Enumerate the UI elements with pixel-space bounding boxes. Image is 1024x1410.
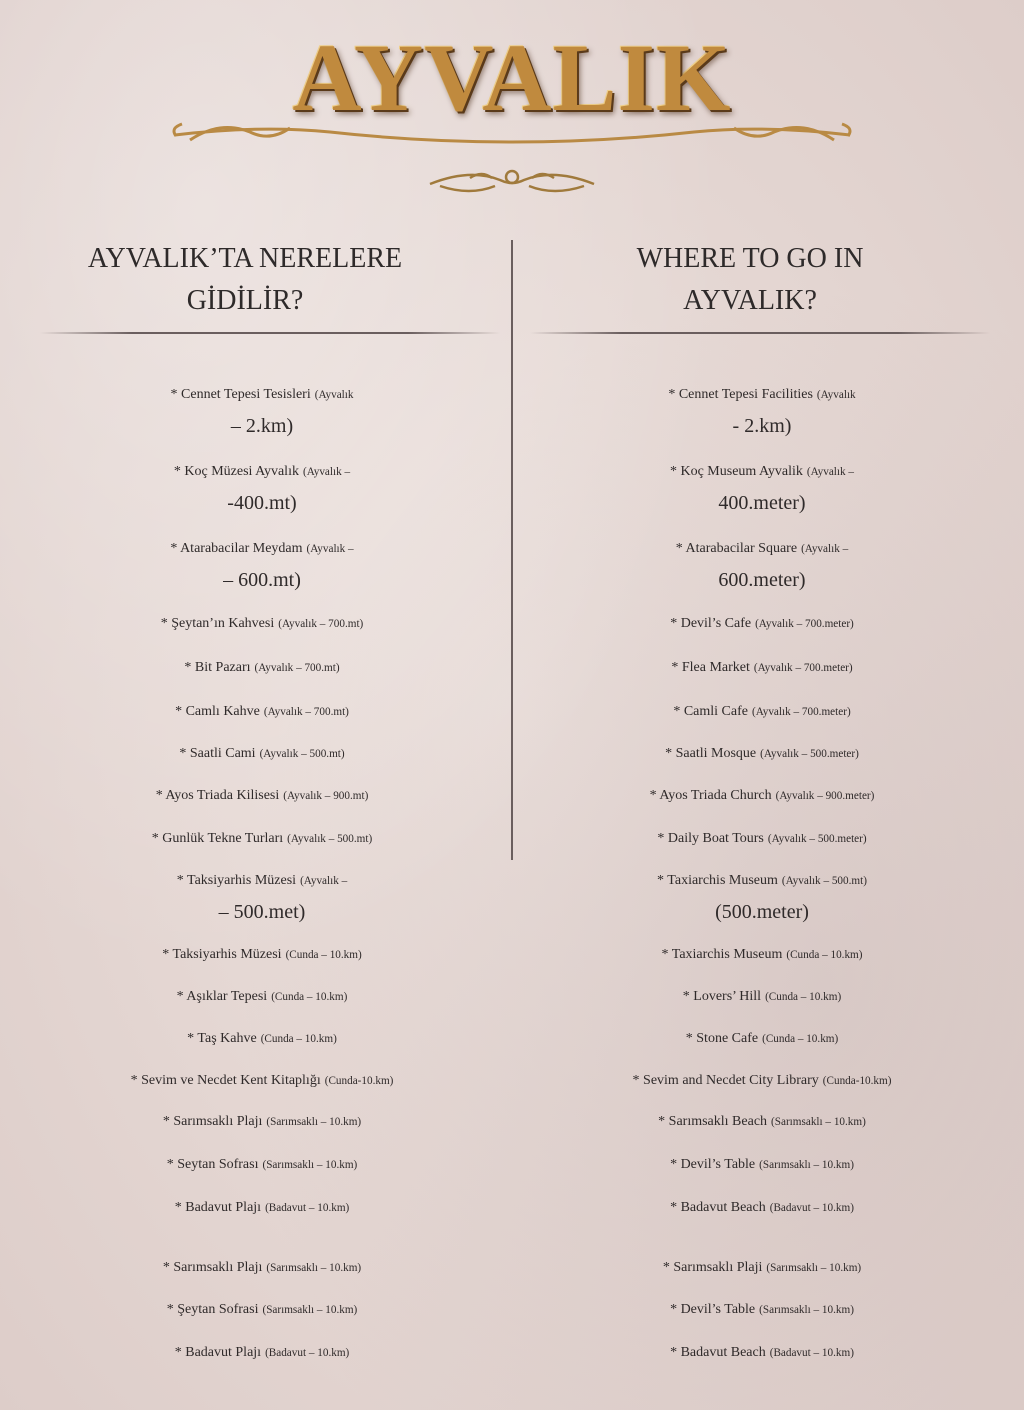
place-distance: (Sarımsaklı – 10.km) [262,1304,358,1316]
right-place-entry [512,864,1012,927]
place-distance-continued: – 500.met) [218,901,306,923]
left-place-entry [12,779,512,812]
left-place-entry [12,864,512,927]
place-name: * Lovers’ Hill [682,989,762,1004]
place-distance: (Ayvalık – 700.meter) [751,706,851,718]
left-divider-rule [40,332,500,334]
left-place-entry [12,1251,512,1284]
place-distance: (Ayvalık – [806,466,854,478]
place-distance: (Ayvalık – 900.mt) [283,790,369,802]
place-name: * Sevim ve Necdet Kent Kitaplığı [130,1073,321,1088]
left-title-line2: GİDİLİR? [186,285,304,316]
place-name: * Stone Cafe [685,1031,759,1046]
place-name: * Camlı Kahve [175,704,260,719]
place-distance: (Badavut – 10.km) [265,1202,350,1214]
place-name: * Koç Müzesi Ayvalık [173,464,299,479]
place-distance: (Ayvalık – 700.meter) [753,662,853,674]
place-name: * Şeytan Sofrasi [166,1302,259,1317]
right-place-entry [512,938,1012,971]
place-name: * Flea Market [671,660,750,675]
left-place-entry [12,651,512,684]
right-place-entry [512,651,1012,684]
place-distance: (Sarımsaklı – 10.km) [266,1262,362,1274]
left-place-entry [12,1022,512,1055]
place-distance: (Sarımsaklı – 10.km) [759,1304,854,1316]
place-name: * Cennet Tepesi Tesisleri [170,387,311,402]
right-place-entry [512,1148,1012,1181]
right-place-entry [512,1251,1012,1284]
place-distance: (Sarımsaklı – 10.km) [759,1159,854,1171]
place-distance: (Cunda-10.km) [324,1075,394,1087]
place-name: * Taksiyarhis Müzesi [162,947,282,962]
place-name: * Devil’s Table [670,1302,756,1317]
place-name: * Koç Museum Ayvalik [669,464,803,479]
left-place-entry [12,1105,512,1138]
place-distance-continued: -400.mt) [227,492,297,514]
place-distance: (Cunda – 10.km) [285,949,362,961]
right-title-line2: AYVALIK? [683,285,817,316]
left-place-entry [12,938,512,971]
left-place-entry [12,607,512,640]
left-place-entry [12,695,512,728]
right-place-entry [512,737,1012,770]
place-distance: (Cunda-10.km) [822,1075,892,1087]
left-title-line1: AYVALIK’TA NERELERE [87,243,403,274]
place-distance: (Cunda – 10.km) [260,1033,337,1045]
right-place-entry [512,1191,1012,1224]
place-name: * Bit Pazarı [184,660,251,675]
place-name: * Aşıklar Tepesi [176,989,268,1004]
place-distance-continued: – 600.mt) [223,569,301,591]
place-distance: (Sarımsaklı – 10.km) [262,1159,358,1171]
left-place-entry [12,1148,512,1181]
place-distance: (Badavut – 10.km) [265,1347,350,1359]
place-name: * Badavut Plajı [174,1345,262,1360]
place-name: * Ayos Triada Kilisesi [155,788,280,803]
place-name: * Badavut Beach [670,1200,766,1215]
right-place-entry [512,980,1012,1013]
left-place-entry [12,1293,512,1326]
place-distance-continued: - 2.km) [732,415,792,437]
left-place-entry [12,737,512,770]
place-name: * Badavut Plajı [174,1200,262,1215]
right-place-entry [512,1336,1012,1369]
place-distance-continued: 600.meter) [718,569,806,591]
place-distance: (Ayvalık – 500.meter) [767,833,867,845]
right-place-entry [512,695,1012,728]
place-name: * Seytan Sofrası [166,1157,259,1172]
place-name: * Taksiyarhis Müzesi [176,873,297,888]
place-distance: (Ayvalık – [300,875,348,887]
right-place-entry [512,607,1012,640]
right-place-entry [512,822,1012,855]
place-distance: (Ayvalık – 900.meter) [775,790,875,802]
left-place-entry [12,455,512,518]
left-place-entry [12,1336,512,1369]
place-name: * Sarımsaklı Plaji [662,1260,763,1275]
place-name: * Atarabacilar Square [675,541,798,556]
place-distance: (Sarımsaklı – 10.km) [771,1116,866,1128]
place-distance: (Ayvalık – 700.mt) [278,618,364,630]
right-place-entry [512,1293,1012,1326]
place-distance: (Cunda – 10.km) [786,949,863,961]
logo-title: AYVALIK [292,24,732,131]
right-place-entry [512,1105,1012,1138]
place-name: * Sarımsaklı Beach [658,1114,768,1129]
place-distance: (Ayvalık – [801,543,849,555]
place-name: * Saatli Cami [179,746,256,761]
place-distance: (Ayvalık – 500.meter) [760,748,859,760]
place-distance: (Sarımsaklı – 10.km) [766,1262,862,1274]
place-distance: (Ayvalık – [306,543,354,555]
left-place-entry [12,1191,512,1224]
place-name: * Ayos Triada Church [649,788,772,803]
place-name: * Daily Boat Tours [657,831,764,846]
right-place-entry [512,1064,1012,1097]
place-distance: (Ayvalık – 700.meter) [755,618,854,630]
place-distance: (Cunda – 10.km) [765,991,842,1003]
place-distance: (Ayvalık [314,389,354,401]
right-place-entry [512,378,1012,441]
place-distance: (Cunda – 10.km) [271,991,348,1003]
place-name: * Saatli Mosque [665,746,757,761]
place-name: * Cennet Tepesi Facilities [668,387,813,402]
place-distance: (Ayvalık – 700.mt) [263,706,349,718]
place-distance: (Badavut – 10.km) [769,1347,854,1359]
place-distance: (Sarımsaklı – 10.km) [266,1116,362,1128]
place-distance: (Ayvalık – 700.mt) [254,662,340,674]
place-name: * Sarımsaklı Plajı [162,1260,263,1275]
right-place-entry [512,779,1012,812]
right-divider-rule [530,332,990,334]
place-name: * Sevim and Necdet City Library [632,1073,819,1088]
right-title-line1: WHERE TO GO IN [636,243,864,274]
place-name: * Taxiarchis Museum [661,947,783,962]
right-column-title [540,238,960,322]
place-name: * Camli Cafe [673,704,748,719]
place-name: * Taxiarchis Museum [657,873,778,888]
place-name: * Badavut Beach [670,1345,766,1360]
place-distance: (Ayvalık – 500.mt) [287,833,373,845]
place-name: * Devil’s Table [670,1157,756,1172]
left-place-entry [12,378,512,441]
place-name: * Devil’s Cafe [670,616,752,631]
place-name: * Gunlük Tekne Turları [151,831,284,846]
place-name: * Atarabacilar Meydam [170,541,303,556]
left-column-title [35,238,455,322]
place-distance-continued: – 2.km) [230,415,294,437]
place-name: * Şeytan’ın Kahvesi [160,616,275,631]
place-distance-continued: 400.meter) [718,492,806,514]
left-place-entry [12,532,512,595]
place-distance: (Cunda – 10.km) [762,1033,839,1045]
place-distance-continued: (500.meter) [715,901,809,923]
left-place-entry [12,822,512,855]
header [0,0,1024,210]
place-distance: (Ayvalık – 500.mt) [259,748,345,760]
right-place-entry [512,532,1012,595]
left-place-entry [12,1064,512,1097]
place-distance: (Ayvalık – 500.mt) [781,875,867,887]
place-distance: (Ayvalık [816,389,856,401]
place-name: * Taş Kahve [187,1031,257,1046]
right-place-entry [512,1022,1012,1055]
place-name: * Sarımsaklı Plajı [162,1114,263,1129]
place-distance: (Ayvalık – [302,466,351,478]
right-place-entry [512,455,1012,518]
place-distance: (Badavut – 10.km) [769,1202,854,1214]
left-place-entry [12,980,512,1013]
